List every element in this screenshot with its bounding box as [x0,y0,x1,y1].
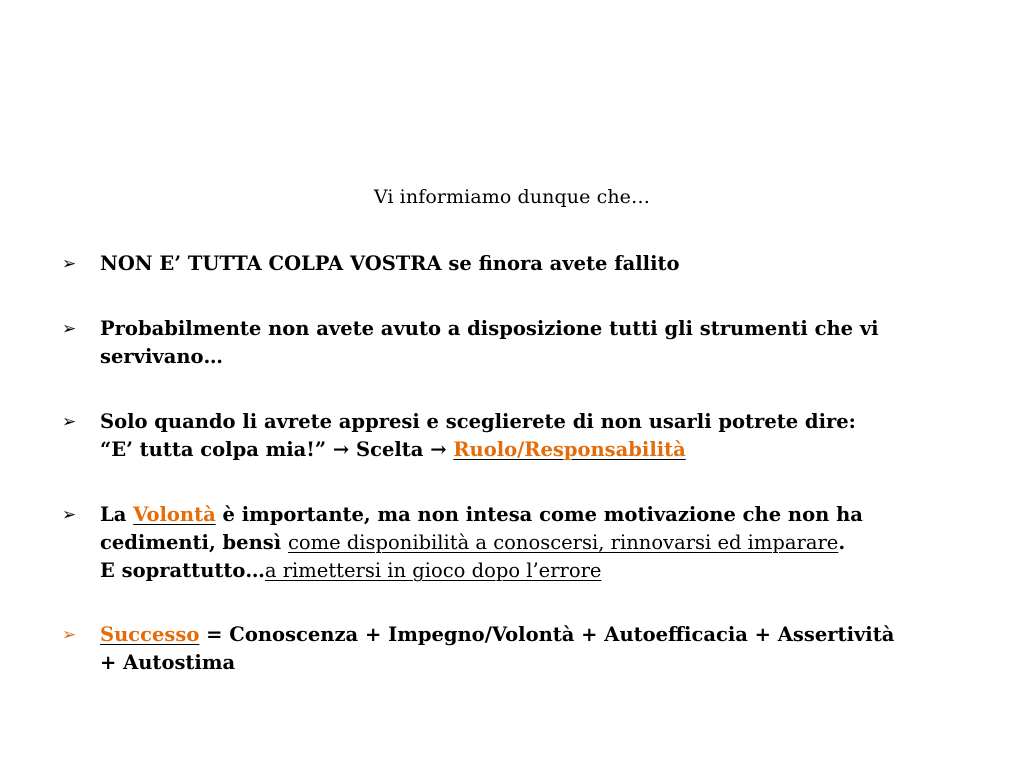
arrowhead-bullet-icon: ➢ [62,412,77,432]
arrowhead-bullet-icon: ➢ [62,319,77,339]
bullet-text-line [100,557,982,585]
bullet-item-tools [62,315,982,371]
bullet-item-volonta [62,501,982,585]
highlight-successo: Successo [100,623,200,646]
bullet-text-line [100,436,982,464]
bullet-text: NON E’ TUTTA COLPA VOSTRA se finora avete fallito [100,252,680,275]
bullet-text-line [100,621,982,649]
underlined-text: come disponibilità a conoscersi, rinnovarsi ed imparare [287,531,839,554]
bullet-text: La [100,503,134,526]
arrowhead-bullet-icon: ➢ [62,505,77,525]
bullet-text-line: servivano… [100,345,224,368]
bullet-item-choice [62,408,982,464]
bullet-list [62,250,982,713]
bullet-text: cedimenti, bensì [100,531,288,554]
bullet-text-line: Solo quando li avrete appresi e sceglierete di non usarli potrete dire: [100,410,856,433]
slide-intro: Vi informiamo dunque che… [373,186,651,208]
bullet-text: è importante, ma non intesa come motivazione che non ha [215,503,863,526]
arrowhead-bullet-icon: ➢ [62,625,77,645]
bullet-text-line: + Autostima [100,651,236,674]
bullet-item-not-your-fault [62,250,982,278]
highlight-volonta: Volontà [133,503,216,526]
highlight-ruolo-responsabilita: Ruolo/Responsabilità [453,438,686,461]
bullet-item-successo [62,621,982,677]
bullet-text: = Conoscenza + Impegno/Volontà + Autoefficacia + Assertività [199,623,895,646]
arrowhead-bullet-icon: ➢ [62,254,77,274]
bullet-text: “E’ tutta colpa mia!” → Scelta → [100,438,454,461]
underlined-text: a rimettersi in gioco dopo l’errore [264,559,602,582]
bullet-text-line: Probabilmente non avete avuto a disposizione tutti gli strumenti che vi [100,317,879,340]
bullet-text-line [100,501,982,529]
bullet-text: . [838,531,846,554]
bullet-text: E soprattutto… [100,559,265,582]
bullet-text-line [100,529,982,557]
